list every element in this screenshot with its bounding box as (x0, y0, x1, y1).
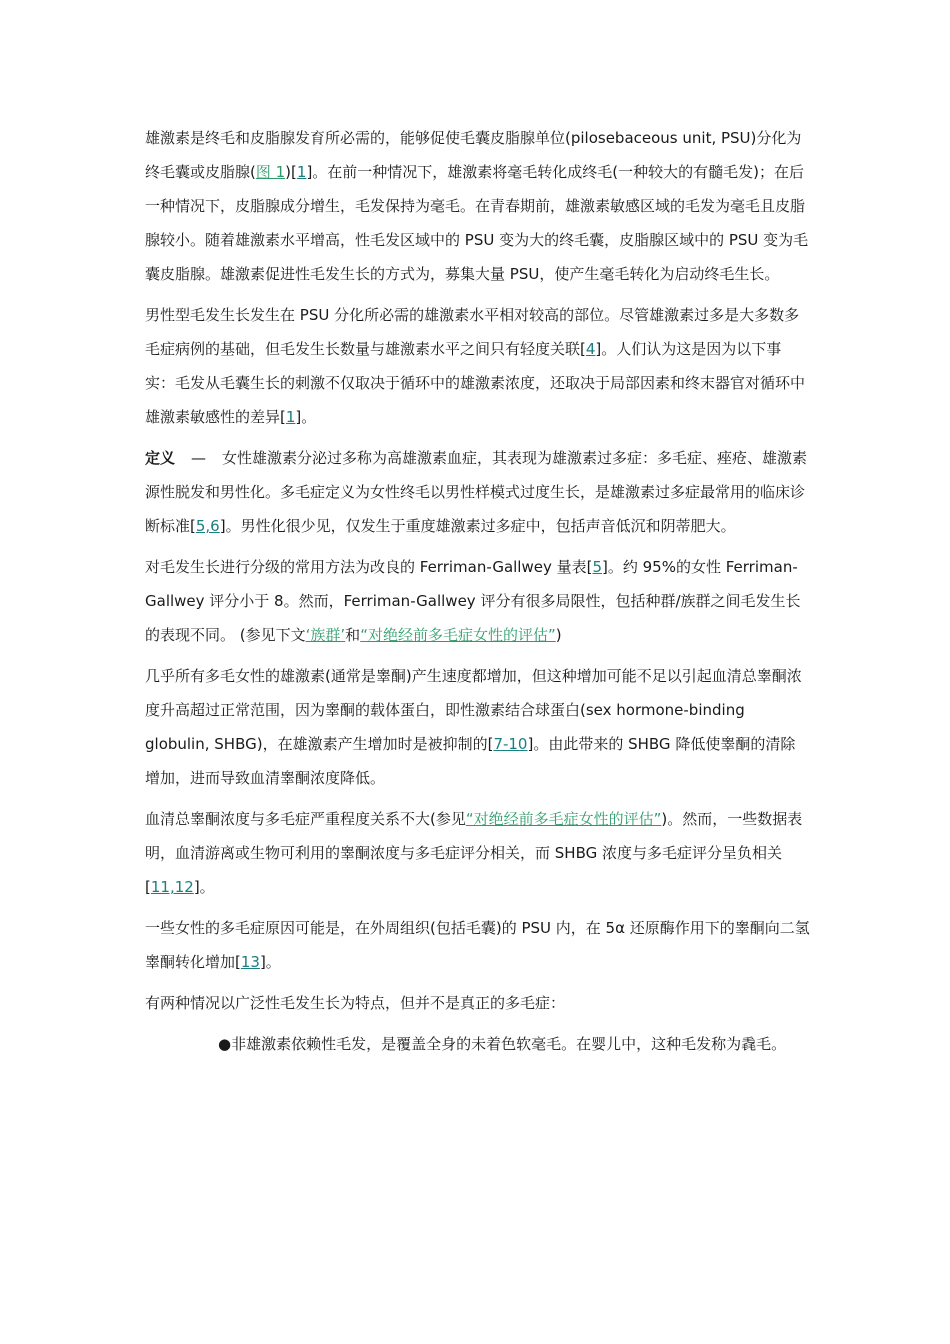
definition-term: 定义 (145, 449, 176, 467)
paragraph-serum-testosterone: 血清总睾酮浓度与多毛症严重程度关系不大(参见“对绝经前多毛症女性的评估”)。然而，一些数据表明，血清游离或生物可利用的睾酮浓度与多毛症评分相关，而 SHBG 浓度与多毛症评分呈负相关[11,12]。 (145, 810, 803, 896)
paragraph-male-pattern: 男性型毛发生长发生在 PSU 分化所必需的雄激素水平相对较高的部位。尽管雄激素过多是大多数多毛症病例的基础，但毛发生长数量与雄激素水平之间只有轻度关联[4]。人们认为这是因为以下事实：毛发从毛囊生长的刺激不仅取决于循环中的雄激素浓度，还取决于局部因素和终末器官对循环中雄激素敏感性的差异[1]。 (145, 306, 806, 426)
paragraph-5alpha-reductase: 一些女性的多毛症原因可能是，在外周组织(包括毛囊)的 PSU 内，在 5α 还原酶作用下的睾酮向二氢睾酮转化增加[13]。 (145, 919, 810, 971)
reference-link[interactable]: 13 (240, 953, 260, 971)
reference-link[interactable]: 5 (592, 558, 603, 576)
paragraph-definition: 定义 — 女性雄激素分泌过多称为高雄激素血症，其表现为雄激素过多症：多毛症、痤疮、雄激素源性脱发和男性化。多毛症定义为女性终毛以男性样模式过度生长，是雄激素过多症最常用的临床诊断标准[5,6]。男性化很少见，仅发生于重度雄激素过多症中，包括声音低沉和阴蒂肥大。 (145, 441, 810, 543)
article-body (145, 121, 810, 1068)
reference-link[interactable]: 1 (285, 408, 296, 426)
ethnicity-section-link[interactable]: ‘族群’ (305, 626, 346, 644)
evaluation-topic-link[interactable]: “对绝经前多毛症女性的评估” (360, 626, 556, 644)
paragraph-ferriman-gallwey: 对毛发生长进行分级的常用方法为改良的 Ferriman-Gallwey 量表[5]。约 95%的女性 Ferriman-Gallwey 评分小于 8。然而，Ferriman-Gallwey 评分有很多局限性，包括种群/族群之间毛发生长的表现不同。 (参见下文‘族群’和“对绝经前多毛症女性的评估”) (145, 558, 801, 644)
figure-link[interactable]: 图 1 (255, 163, 286, 181)
reference-link[interactable]: 5,6 (195, 517, 220, 535)
list-item: ●非雄激素依赖性毛发，是覆盖全身的未着色软毫毛。在婴儿中，这种毛发称为毳毛。 (218, 1035, 787, 1053)
reference-link[interactable]: 7-10 (493, 735, 528, 753)
paragraph-androgen-role: 雄激素是终毛和皮脂腺发育所必需的，能够促使毛囊皮脂腺单位(pilosebaceous unit, PSU)分化为终毛囊或皮脂腺(图 1)[1]。在前一种情况下，雄激素将毫毛转化成终毛(一种较大的有髓毛发)；在后一种情况下，皮脂腺成分增生，毛发保持为毫毛。在青春期前，雄激素敏感区域的毛发为毫毛且皮脂腺较小。随着雄激素水平增高，性毛发区域中的 PSU 变为大的终毛囊，皮脂腺区域中的 PSU 变为毛囊皮脂腺。雄激素促进性毛发生长的方式为，募集大量 PSU，使产生毫毛转化为启动终毛生长。 (145, 129, 809, 283)
reference-link[interactable]: 11,12 (150, 878, 194, 896)
bullet-icon: ● (218, 1035, 232, 1053)
reference-link[interactable]: 4 (585, 340, 596, 358)
paragraph-testosterone-production: 几乎所有多毛女性的雄激素(通常是睾酮)产生速度都增加，但这种增加可能不足以引起血清总睾酮浓度升高超过正常范围，因为睾酮的载体蛋白，即性激素结合球蛋白(sex hormone-binding globulin, SHBG)，在雄激素产生增加时是被抑制的[7-10]。由此带来的 SHBG 降低使睾酮的清除增加，进而导致血清睾酮浓度降低。 (145, 667, 802, 787)
evaluation-topic-link[interactable]: “对绝经前多毛症女性的评估” (465, 810, 662, 828)
reference-link[interactable]: 1 (296, 163, 307, 181)
paragraph-generalized-growth: 有两种情况以广泛性毛发生长为特点，但并不是真正的多毛症： (145, 994, 566, 1012)
em-dash: — (191, 449, 207, 467)
